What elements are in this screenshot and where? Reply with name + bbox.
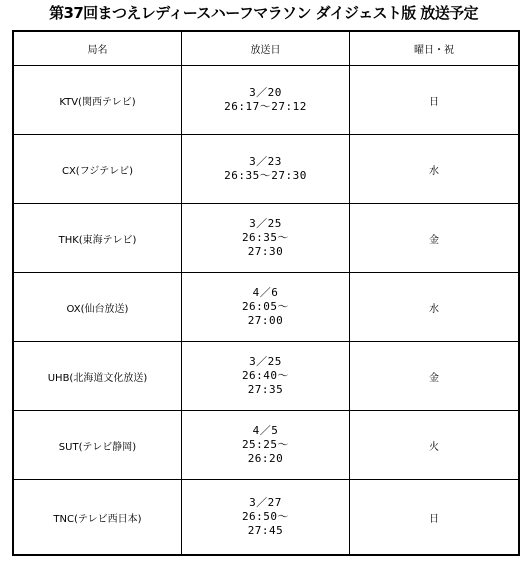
table-row — [13, 204, 519, 273]
table-row — [13, 273, 519, 342]
table-row — [13, 480, 519, 556]
air-time: 26:35～ — [241, 231, 290, 244]
station-name-cell: UHB(北海道文化放送) — [13, 342, 182, 411]
air-time: 26:20 — [247, 452, 284, 465]
air-datetime-cell — [182, 135, 350, 204]
table-row — [13, 135, 519, 204]
air-date: 3／23 — [249, 155, 282, 168]
header-air-date: 放送日 — [182, 31, 350, 66]
weekday-cell: 金 — [350, 342, 520, 411]
table-row — [13, 66, 519, 135]
air-datetime-cell — [182, 342, 350, 411]
air-time: 27:30 — [247, 245, 284, 258]
table-row — [13, 342, 519, 411]
weekday-cell: 日 — [350, 480, 520, 556]
air-time: 26:17～27:12 — [224, 100, 307, 113]
air-datetime-cell — [182, 66, 350, 135]
table-header-row — [13, 31, 519, 66]
air-time: 26:05～ — [241, 300, 290, 313]
station-name-cell: CX(フジテレビ) — [13, 135, 182, 204]
weekday-cell: 日 — [350, 66, 520, 135]
table-row — [13, 411, 519, 480]
air-time: 27:35 — [247, 383, 284, 396]
document-title: 第37回まつえレディースハーフマラソン ダイジェスト版 放送予定 — [49, 4, 478, 22]
station-name-cell: TNC(テレビ西日本) — [13, 480, 182, 556]
air-date: 3／25 — [249, 217, 282, 230]
air-date: 4／5 — [252, 424, 279, 437]
air-time: 25:25～ — [241, 438, 290, 451]
air-date: 3／25 — [249, 355, 282, 368]
air-datetime-cell — [182, 411, 350, 480]
air-time: 27:45 — [247, 524, 284, 537]
table-body — [13, 66, 519, 556]
air-time: 26:40～ — [241, 369, 290, 382]
weekday-cell: 水 — [350, 273, 520, 342]
station-name-cell: SUT(テレビ静岡) — [13, 411, 182, 480]
weekday-cell: 金 — [350, 204, 520, 273]
station-name-cell: THK(東海テレビ) — [13, 204, 182, 273]
air-datetime-cell — [182, 273, 350, 342]
air-time: 26:50～ — [241, 510, 290, 523]
broadcast-schedule-table — [12, 30, 520, 556]
station-name-cell: OX(仙台放送) — [13, 273, 182, 342]
weekday-cell: 水 — [350, 135, 520, 204]
air-datetime-cell — [182, 204, 350, 273]
header-station: 局名 — [13, 31, 182, 66]
air-date: 3／27 — [249, 496, 282, 509]
air-date: 3／20 — [249, 86, 282, 99]
air-datetime-cell — [182, 480, 350, 556]
weekday-cell: 火 — [350, 411, 520, 480]
air-time: 27:00 — [247, 314, 284, 327]
station-name-cell: KTV(関西テレビ) — [13, 66, 182, 135]
air-time: 26:35～27:30 — [224, 169, 307, 182]
air-date: 4／6 — [252, 286, 279, 299]
header-weekday: 曜日・祝 — [350, 31, 520, 66]
